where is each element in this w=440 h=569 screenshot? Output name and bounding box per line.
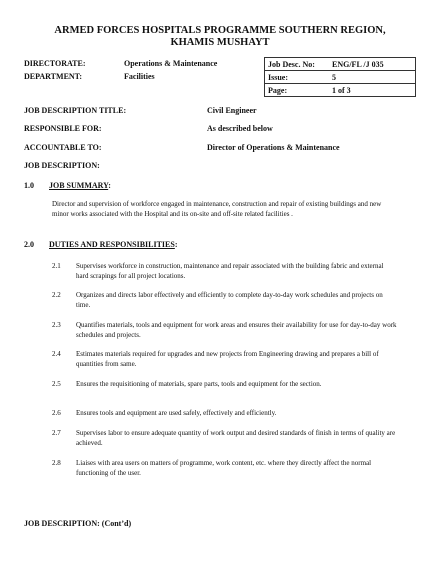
doc-box-row [265, 84, 416, 97]
section-title: JOB SUMMARY [49, 181, 109, 190]
issue-value: 5 [329, 71, 416, 84]
section-number: 2.0 [24, 240, 34, 249]
responsible-label: RESPONSIBLE FOR: [24, 124, 102, 133]
duty-text: Supervises labor to ensure adequate quantity of work output and desired standards of finish in terms of quality are achieved. [76, 429, 396, 447]
duty-item [52, 408, 397, 418]
header-info [24, 59, 217, 85]
document-title-line1: ARMED FORCES HOSPITALS PROGRAMME SOUTHERN REGION, [54, 25, 386, 36]
doc-box-row [265, 71, 416, 84]
job-summary-heading [24, 181, 111, 190]
duty-text: Ensures the requisitioning of materials, spare parts, tools and equipment for the section. [76, 380, 322, 388]
duty-item [52, 428, 397, 448]
duty-item [52, 458, 397, 478]
duty-text: Estimates materials required for upgrades and new projects from Engineering drawing and prepares a bill of quantities from same. [76, 350, 379, 368]
section-title: DUTIES AND RESPONSIBILITIES [49, 240, 175, 249]
duty-text: Liaises with area users on matters of programme, work content, etc. where they directly affect the normal functioning of the user. [76, 459, 372, 477]
duty-item [52, 320, 397, 340]
duty-item [52, 349, 397, 369]
directorate-row [24, 59, 217, 72]
continued-label: JOB DESCRIPTION: (Cont’d) [24, 519, 132, 528]
duty-number: 2.4 [52, 350, 61, 358]
duty-number: 2.8 [52, 459, 61, 467]
job-desc-no-value: ENG/FL /J 035 [329, 58, 416, 71]
responsible-value: As described below [207, 124, 273, 133]
job-desc-no-label: Job Desc. No: [265, 58, 330, 71]
accountable-label: ACCOUNTABLE TO: [24, 143, 102, 152]
job-summary-text: Director and supervision of workforce engaged in maintenance, construction and repair of existing buildings and new minor works associated with the Hospital and its on-site and off-site related facilities . [52, 200, 382, 218]
page-label: Page: [265, 84, 330, 97]
job-title-value: Civil Engineer [207, 106, 257, 115]
duty-number: 2.6 [52, 409, 61, 417]
job-title-label: JOB DESCRIPTION TITLE: [24, 106, 127, 115]
document-info-box [264, 57, 416, 97]
section-colon: : [108, 181, 111, 190]
duty-text: Supervises workforce in construction, maintenance and repair associated with the building fabric and external hard scrapings for all project locations. [76, 262, 384, 280]
accountable-value: Director of Operations & Maintenance [207, 143, 340, 152]
duty-number: 2.2 [52, 291, 61, 299]
duty-text: Organizes and directs labor effectively and efficiently to complete day-to-day work schedules and projects on time. [76, 291, 383, 309]
doc-box-row [265, 58, 416, 71]
job-description-label: JOB DESCRIPTION: [24, 161, 100, 170]
directorate-value: Operations & Maintenance [124, 59, 218, 68]
section-number: 1.0 [24, 181, 34, 190]
duty-text: Ensures tools and equipment are used safely, effectively and efficiently. [76, 409, 277, 417]
duty-number: 2.5 [52, 380, 61, 388]
duty-number: 2.1 [52, 262, 61, 270]
duty-item [52, 261, 397, 281]
duty-item [52, 379, 397, 389]
duty-text: Quantifies materials, tools and equipment for work areas and ensures their availability for use for day-to-day work schedules and projects. [76, 321, 397, 339]
department-row [24, 72, 217, 85]
department-label: DEPARTMENT: [24, 72, 83, 81]
duty-item [52, 290, 397, 310]
section-colon: : [174, 240, 178, 249]
issue-label: Issue: [265, 71, 330, 84]
duties-heading [24, 240, 178, 249]
department-value: Facilities [124, 72, 155, 81]
document-title-line2: KHAMIS MUSHAYT [170, 37, 270, 48]
page-value: 1 of 3 [329, 84, 416, 97]
directorate-label: DIRECTORATE: [24, 59, 86, 68]
duty-number: 2.3 [52, 321, 61, 329]
duty-number: 2.7 [52, 429, 61, 437]
